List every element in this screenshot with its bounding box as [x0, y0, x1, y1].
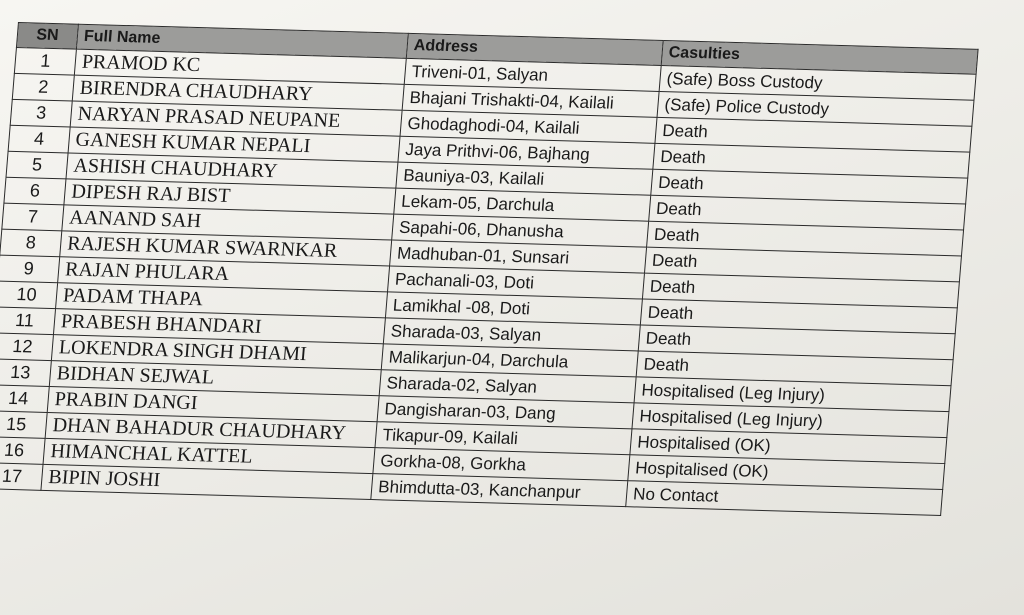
row-sn: 13	[0, 359, 51, 387]
row-sn: 16	[0, 437, 45, 465]
row-casualty-status: Death	[642, 273, 959, 308]
row-address: Malikarjun-04, Darchula	[381, 344, 638, 377]
row-casualty-status: Death	[653, 143, 970, 178]
row-address: Madhuban-01, Sunsari	[390, 240, 647, 273]
row-full-name: PRABESH BHANDARI	[53, 309, 385, 344]
row-sn: 7	[2, 203, 64, 231]
row-full-name: PRAMOD KC	[74, 49, 406, 84]
row-address: Lekam-05, Darchula	[394, 188, 651, 221]
row-address: Triveni-01, Salyan	[404, 58, 661, 91]
row-casualty-status: Death	[649, 195, 966, 230]
row-sn: 1	[14, 47, 76, 75]
row-casualty-status: Hospitalised (OK)	[628, 455, 945, 490]
row-address: Lamikhal -08, Doti	[385, 292, 642, 325]
row-casualty-status: Death	[651, 169, 968, 204]
row-sn: 17	[0, 463, 43, 491]
row-sn: 10	[0, 281, 58, 309]
row-address: Jaya Prithvi-06, Bajhang	[398, 136, 655, 169]
row-full-name: RAJESH KUMAR SWARNKAR	[60, 231, 392, 266]
row-full-name: BIDHAN SEJWAL	[49, 361, 381, 396]
row-sn: 5	[6, 151, 68, 179]
row-casualty-status: Death	[640, 299, 957, 334]
row-full-name: BIRENDRA CHAUDHARY	[72, 75, 404, 110]
row-sn: 11	[0, 307, 56, 335]
row-address: Bauniya-03, Kailali	[396, 162, 653, 195]
row-full-name: DIPESH RAJ BIST	[64, 179, 396, 214]
table-body	[0, 47, 976, 515]
row-full-name: GANESH KUMAR NEPALI	[68, 127, 400, 162]
row-full-name: LOKENDRA SINGH DHAMI	[51, 335, 383, 370]
row-casualty-status: (Safe) Boss Custody	[659, 65, 976, 100]
row-sn: 9	[0, 255, 60, 283]
row-sn: 6	[4, 177, 66, 205]
row-casualty-status: Death	[647, 221, 964, 256]
row-sn: 8	[0, 229, 62, 257]
row-sn: 2	[12, 73, 74, 101]
row-casualty-status: Hospitalised (OK)	[630, 429, 947, 464]
row-full-name: AANAND SAH	[62, 205, 394, 240]
row-full-name: ASHISH CHAUDHARY	[66, 153, 398, 188]
row-sn: 15	[0, 411, 47, 439]
header-casualties: Casulties	[661, 41, 978, 75]
row-full-name: BIPIN JOSHI	[41, 464, 373, 499]
row-sn: 12	[0, 333, 53, 361]
row-casualty-status: Hospitalised (Leg Injury)	[634, 377, 951, 412]
row-address: Ghodaghodi-04, Kailali	[400, 110, 657, 143]
row-sn: 4	[8, 125, 70, 153]
casualty-table	[0, 22, 979, 516]
row-full-name: HIMANCHAL KATTEL	[43, 438, 375, 473]
row-address: Pachanali-03, Doti	[388, 266, 645, 299]
row-casualty-status: Death	[644, 247, 961, 282]
row-sn: 3	[10, 99, 72, 127]
row-casualty-status: (Safe) Police Custody	[657, 91, 974, 126]
row-casualty-status: No Contact	[626, 481, 943, 516]
row-sn: 14	[0, 385, 49, 413]
header-sn: SN	[16, 23, 78, 50]
row-address: Gorkha-08, Gorkha	[373, 448, 630, 481]
row-full-name: DHAN BAHADUR CHAUDHARY	[45, 412, 377, 447]
row-casualty-status: Death	[638, 325, 955, 360]
row-casualty-status: Hospitalised (Leg Injury)	[632, 403, 949, 438]
row-casualty-status: Death	[655, 117, 972, 152]
header-full-name: Full Name	[76, 24, 408, 58]
row-address: Sapahi-06, Dhanusha	[392, 214, 649, 247]
casualty-table-sheet	[0, 22, 978, 516]
row-casualty-status: Death	[636, 351, 953, 386]
row-address: Sharada-02, Salyan	[379, 370, 636, 403]
row-full-name: NARYAN PRASAD NEUPANE	[70, 101, 402, 136]
row-full-name: RAJAN PHULARA	[58, 257, 390, 292]
row-address: Dangisharan-03, Dang	[377, 396, 634, 429]
row-address: Bhimdutta-03, Kanchanpur	[371, 474, 628, 507]
row-address: Tikapur-09, Kailali	[375, 422, 632, 455]
row-address: Bhajani Trishakti-04, Kailali	[402, 84, 659, 117]
row-full-name: PRABIN DANGI	[47, 387, 379, 422]
header-address: Address	[406, 33, 663, 65]
row-full-name: PADAM THAPA	[56, 283, 388, 318]
row-address: Sharada-03, Salyan	[383, 318, 640, 351]
